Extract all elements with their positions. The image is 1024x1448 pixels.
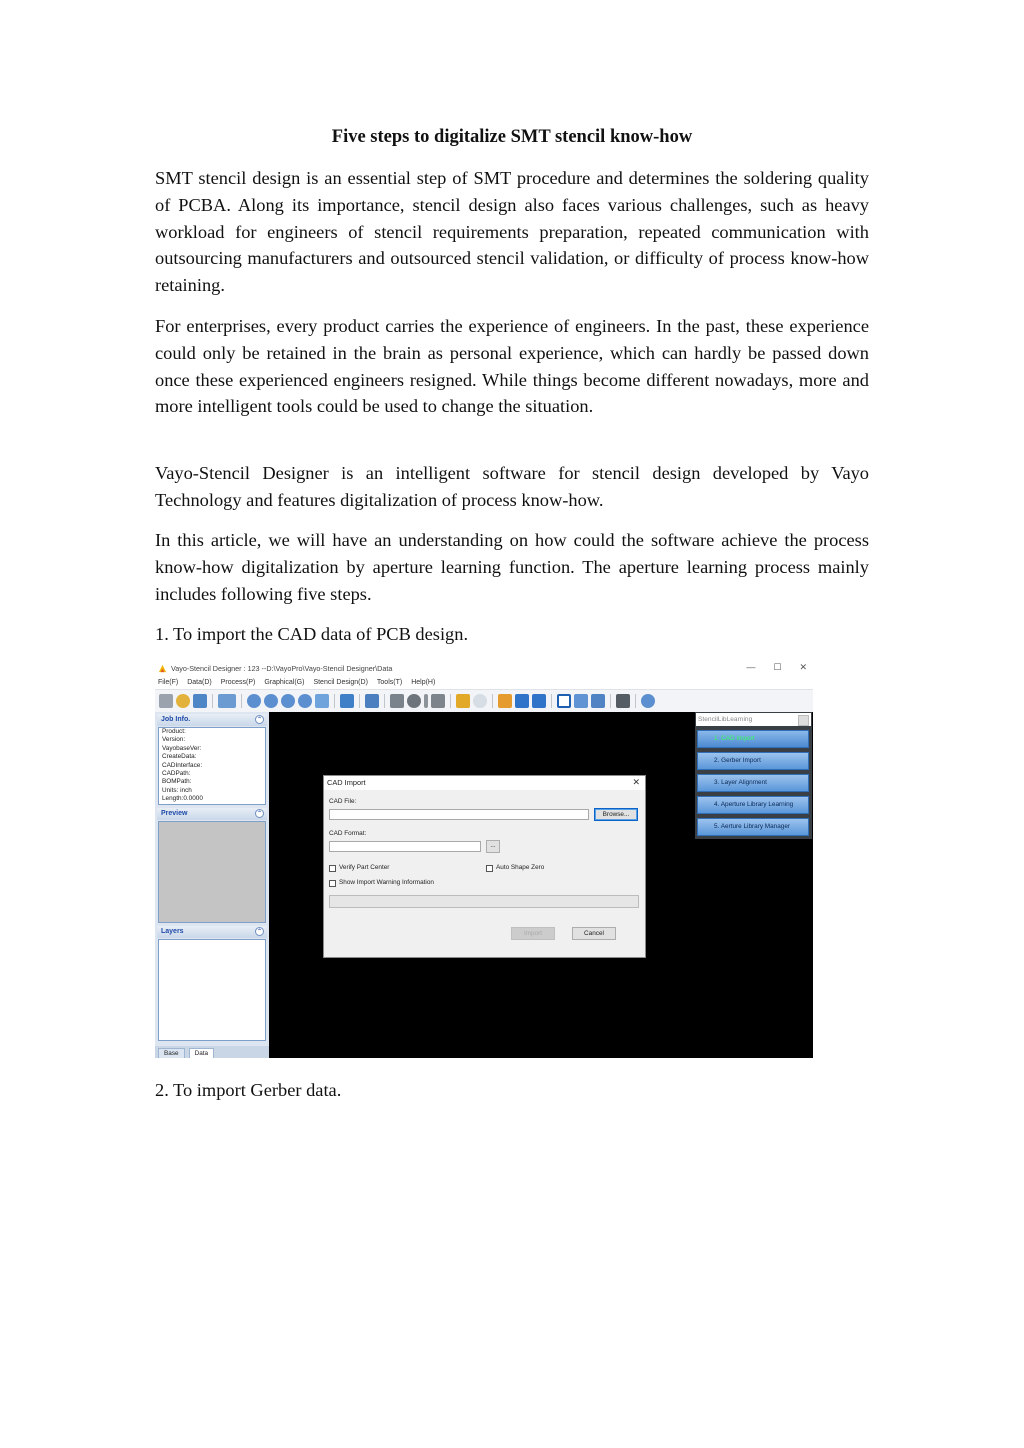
preview-title: Preview bbox=[161, 810, 188, 817]
cad-file-label: CAD File: bbox=[329, 798, 357, 805]
preview-area bbox=[158, 821, 266, 923]
toolbar-separator bbox=[212, 694, 213, 708]
menu-stencil-design[interactable]: Stencil Design(D) bbox=[313, 678, 368, 686]
step-1-heading: 1. To import the CAD data of PCB design. bbox=[155, 624, 469, 644]
preview-header[interactable] bbox=[157, 808, 267, 820]
close-window-button[interactable]: ✕ bbox=[799, 662, 807, 672]
paragraph-2: For enterprises, every product carries the experience of engineers. In the past, these experience could only be retained in the brain as personal experience, which can hardly be passed down once these experienced engineers resigned. While things become different nowadays, more and more intelligent tools could be used to change the situation. bbox=[155, 316, 869, 417]
software-screenshot bbox=[155, 660, 813, 1058]
menu-bar bbox=[155, 676, 813, 688]
measure-icon[interactable] bbox=[574, 694, 588, 708]
format-picker-button[interactable]: ... bbox=[486, 840, 500, 853]
minimize-button[interactable]: — bbox=[746, 662, 756, 672]
left-panel bbox=[155, 712, 269, 1058]
job-info-header[interactable] bbox=[157, 714, 267, 726]
cancel-button[interactable]: Cancel bbox=[572, 927, 616, 940]
step-aperture-library-learning-button[interactable]: 4. Aperture Library Learning bbox=[697, 796, 809, 814]
toolbar-separator bbox=[334, 694, 335, 708]
job-info-line: CADPath: bbox=[162, 770, 191, 778]
browse-button[interactable]: Browse... bbox=[594, 808, 638, 821]
cad-file-input[interactable] bbox=[329, 809, 589, 820]
collapse-icon[interactable]: ⌃ bbox=[256, 811, 263, 817]
dialog-title: CAD Import bbox=[324, 776, 645, 790]
cad-icon[interactable] bbox=[193, 694, 207, 708]
article-title: Five steps to digitalize SMT stencil know-how bbox=[331, 127, 693, 147]
job-info-line: VayobaseVer: bbox=[162, 744, 202, 752]
rectangle-icon[interactable] bbox=[557, 694, 571, 708]
show-warning-label: Show Import Warning Information bbox=[339, 879, 434, 886]
crosshair-icon[interactable] bbox=[641, 694, 655, 708]
collapse-icon[interactable]: ⌃ bbox=[256, 929, 263, 935]
pan-icon[interactable] bbox=[315, 694, 329, 708]
auto-shape-zero-label: Auto Shape Zero bbox=[496, 864, 545, 871]
import-progress-bar bbox=[329, 895, 639, 908]
layers-icon[interactable] bbox=[365, 694, 379, 708]
components-icon[interactable] bbox=[340, 694, 354, 708]
zoom-window-icon[interactable] bbox=[281, 694, 295, 708]
maximize-button[interactable]: ☐ bbox=[773, 662, 782, 672]
chip-icon[interactable] bbox=[456, 694, 470, 708]
job-info-body bbox=[158, 727, 266, 805]
layers-header[interactable] bbox=[157, 926, 267, 938]
paragraph-1: SMT stencil design is an essential step of SMT procedure and determines the soldering quality of PCBA. Along its importance, stencil design also faces various challenges, such as heavy workload for engineers of stencil requirements preparation, repeated communication with outsourcing manufacturers and outsourced stencil validation, or difficulty of process know-how retaining. bbox=[155, 168, 869, 296]
step-2-heading: 2. To import Gerber data. bbox=[155, 1080, 342, 1100]
toolbar-separator bbox=[450, 694, 451, 708]
toolbar-separator bbox=[551, 694, 552, 708]
job-info-line: Product: bbox=[162, 728, 186, 735]
paragraph-4: In this article, we will have an understanding on how could the software achieve the process know-how digitalization by aperture learning function. The aperture learning process mainly includes following five steps. bbox=[155, 530, 869, 604]
cad-format-input[interactable] bbox=[329, 841, 481, 852]
toolbar bbox=[155, 689, 813, 713]
select-icon[interactable] bbox=[390, 694, 404, 708]
refresh-icon[interactable] bbox=[176, 694, 190, 708]
paragraph-3: Vayo-Stencil Designer is an intelligent software for stencil design developed by Vayo Technology and features digitalization of process know-how. bbox=[155, 463, 869, 510]
menu-help[interactable]: Help(H) bbox=[411, 678, 436, 686]
auto-shape-zero-checkbox[interactable] bbox=[486, 865, 493, 872]
show-warning-checkbox[interactable] bbox=[329, 880, 336, 887]
zoom-fit-icon[interactable] bbox=[298, 694, 312, 708]
zoom-in-icon[interactable] bbox=[247, 694, 261, 708]
step-gerber-import-button[interactable]: 2. Gerber Import bbox=[697, 752, 809, 770]
menu-tools[interactable]: Tools(T) bbox=[376, 678, 403, 686]
arrow-down-icon[interactable] bbox=[532, 694, 546, 708]
toolbar-separator bbox=[384, 694, 385, 708]
menu-graphical[interactable]: Graphical(G) bbox=[264, 678, 305, 686]
toolbar-separator bbox=[492, 694, 493, 708]
zoom-out-icon[interactable] bbox=[264, 694, 278, 708]
collapse-icon[interactable]: ⌃ bbox=[256, 717, 263, 723]
layers-title: Layers bbox=[161, 928, 184, 935]
lightbulb-icon[interactable] bbox=[473, 694, 487, 708]
job-info-line: Units: inch bbox=[162, 786, 192, 794]
toolbar-separator bbox=[359, 694, 360, 708]
undo-icon[interactable] bbox=[616, 694, 630, 708]
new-job-icon[interactable] bbox=[159, 694, 173, 708]
toolbar-separator bbox=[635, 694, 636, 708]
pencil-icon[interactable] bbox=[498, 694, 512, 708]
job-info-line: CreateData: bbox=[162, 753, 197, 761]
step-layer-alignment-button[interactable]: 3. Layer Alignment bbox=[697, 774, 809, 792]
job-info-line: Length:0.0000 bbox=[162, 795, 203, 803]
verify-part-center-checkbox[interactable] bbox=[329, 865, 336, 872]
window-titlebar bbox=[155, 660, 813, 676]
job-info-line: BOMPath: bbox=[162, 778, 192, 786]
units-inch-icon[interactable] bbox=[218, 694, 236, 708]
line-icon[interactable] bbox=[424, 694, 428, 708]
arc-icon[interactable] bbox=[431, 694, 445, 708]
app-logo-icon bbox=[158, 664, 167, 673]
cad-import-dialog bbox=[323, 775, 646, 958]
step-cad-import-button[interactable]: 1. CAD Import bbox=[697, 730, 809, 748]
job-info-title: Job Info. bbox=[161, 716, 191, 723]
import-button[interactable]: Import bbox=[511, 927, 555, 940]
menu-data[interactable]: Data(D) bbox=[187, 678, 212, 686]
window-title: Vayo-Stencil Designer : 123 --D:\VayoPro\Vayo-Stencil Designer\Data bbox=[171, 663, 393, 673]
panel-title-text: StencilLibLearning bbox=[698, 716, 753, 723]
cad-format-label: CAD Format: bbox=[329, 830, 367, 837]
arrow-up-icon[interactable] bbox=[515, 694, 529, 708]
stencil-lib-learning-panel bbox=[695, 712, 812, 839]
left-panel-tabs bbox=[155, 1046, 272, 1058]
panel-pin-icon[interactable] bbox=[798, 715, 809, 726]
toolbar-separator bbox=[241, 694, 242, 708]
circle-icon[interactable] bbox=[407, 694, 421, 708]
layers-list bbox=[158, 939, 266, 1041]
tab-base[interactable]: Base bbox=[158, 1048, 185, 1058]
window-controls bbox=[746, 662, 807, 673]
menu-file[interactable]: File(F) bbox=[158, 678, 179, 686]
job-info-line: CADInterface: bbox=[162, 761, 203, 769]
verify-part-center-label: Verify Part Center bbox=[339, 864, 390, 871]
close-icon[interactable]: ✕ bbox=[632, 777, 640, 787]
step-aperture-library-manager-button[interactable]: 5. Aerture Library Manager bbox=[697, 818, 809, 836]
job-info-line: Version: bbox=[162, 736, 186, 744]
toolbar-separator bbox=[610, 694, 611, 708]
tools-icon[interactable] bbox=[591, 694, 605, 708]
menu-process[interactable]: Process(P) bbox=[220, 678, 256, 686]
panel-title bbox=[696, 713, 811, 726]
tab-data[interactable]: Data bbox=[189, 1048, 215, 1058]
